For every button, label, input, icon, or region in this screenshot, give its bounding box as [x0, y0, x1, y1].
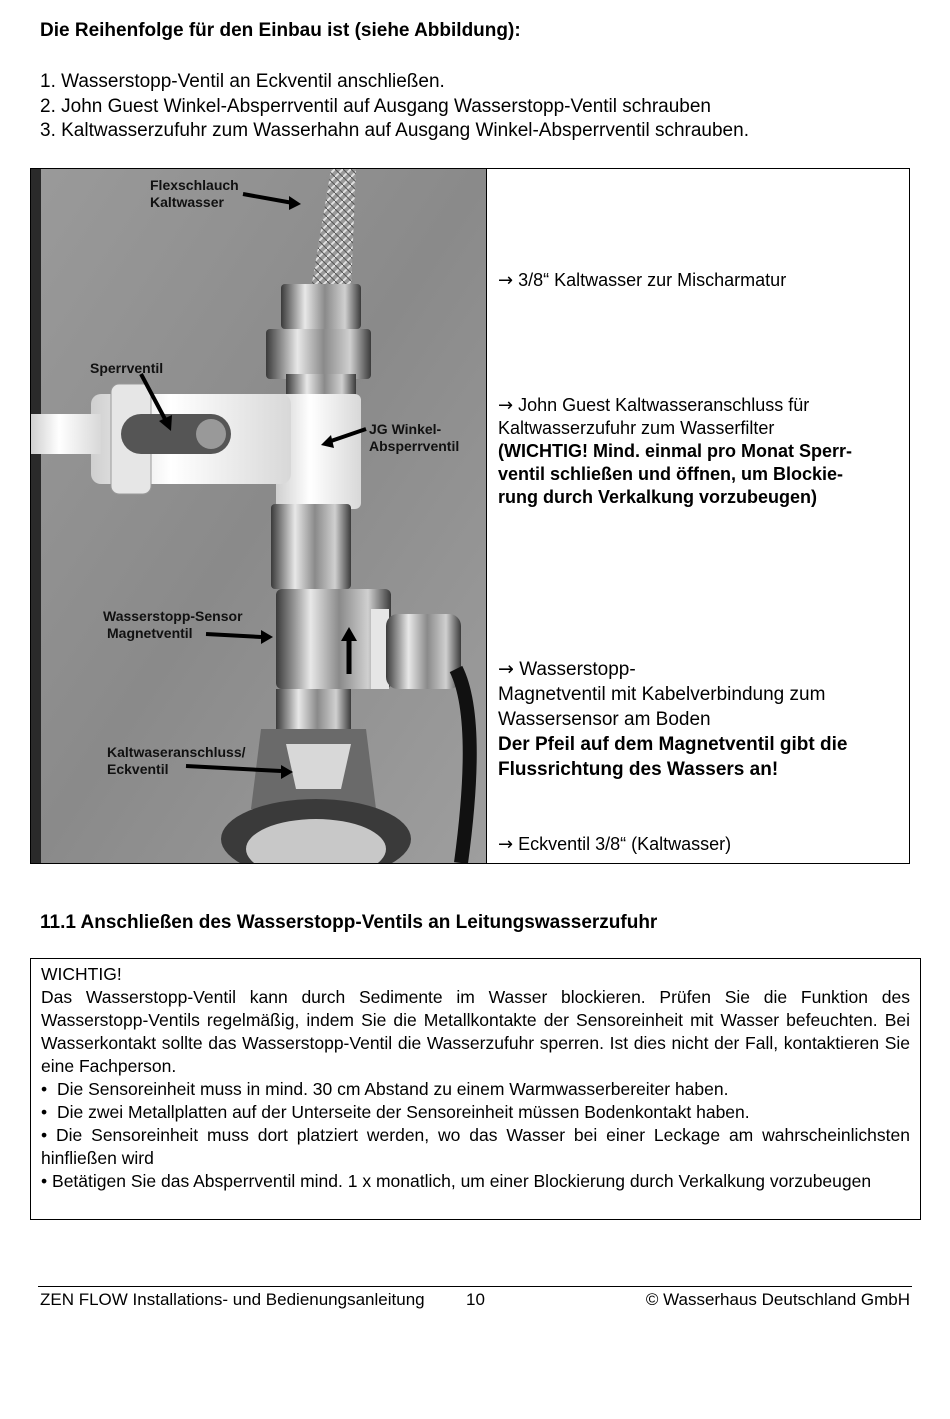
desc-mv-line3: Wassersensor am Boden [498, 709, 711, 730]
label-flexschlauch-line1: Flexschlauch [150, 177, 239, 193]
step-3: 3. Kaltwasserzufuhr zum Wasserhahn auf Ausgang Winkel-Absperrventil schrauben. [40, 120, 749, 141]
label-sperrventil: Sperrventil [90, 360, 164, 376]
arrow-right-icon: → [498, 834, 514, 855]
bullet-icon: • [41, 1079, 48, 1099]
label-eck-line2: Eckventil [107, 761, 169, 777]
bullet-icon: • [41, 1125, 48, 1145]
step-2: 2. John Guest Winkel-Absperrventil auf Ausgang Wasserstopp-Ventil schrauben [40, 96, 711, 117]
desc-mischarmatur-text: 3/8“ Kaltwasser zur Mischarmatur [518, 270, 787, 290]
footer-page-number: 10 [466, 1290, 485, 1309]
label-sensor-line2: Magnetventil [107, 625, 193, 641]
label-sensor-line1: Wasserstopp-Sensor [103, 608, 243, 624]
label-flexschlauch-line2: Kaltwasser [150, 194, 224, 210]
bullet-text: Die Sensoreinheit muss dort platziert werden, wo das Wasser bei einer Leckage am wahrscheinlichsten hinfließen wird [41, 1125, 910, 1168]
label-sensor [103, 608, 243, 642]
list-item [41, 1078, 910, 1101]
desc-mv-bold2: Flussrichtung des Wassers an! [498, 759, 779, 780]
footer-divider [38, 1286, 912, 1287]
page-heading: Die Reihenfolge für den Einbau ist (siehe Abbildung): [40, 20, 521, 41]
arrow-right-icon: → [498, 658, 514, 680]
desc-mv-line2: Magnetventil mit Kabelverbindung zum [498, 684, 826, 705]
desc-mv-line1: Wasserstopp- [519, 659, 636, 680]
list-item [41, 1170, 910, 1193]
important-box [30, 958, 921, 1220]
bullet-icon: • [41, 1171, 48, 1191]
list-item [41, 1124, 910, 1170]
section-title: 11.1 Anschließen des Wasserstopp-Ventils an Leitungswasserzufuhr [40, 912, 658, 933]
step-1: 1. Wasserstopp-Ventil an Eckventil anschließen. [40, 71, 445, 92]
desc-eckventil [498, 833, 903, 856]
list-item [41, 1101, 910, 1124]
desc-magnetventil [498, 657, 903, 782]
desc-jg-line2: Kaltwasserzufuhr zum Wasserfilter [498, 418, 775, 438]
label-jg-line1: JG Winkel- [369, 421, 442, 437]
label-jg-winkel [369, 421, 459, 455]
installation-photo [31, 169, 486, 863]
bullet-text: Die Sensoreinheit muss in mind. 30 cm Abstand zu einem Warmwasserbereiter haben. [57, 1079, 729, 1099]
desc-jg-bold2: ventil schließen und öffnen, um Blockie- [498, 464, 844, 484]
footer-title: ZEN FLOW Installations- und Bedienungsanleitung [40, 1290, 425, 1309]
desc-mischarmatur [498, 269, 903, 292]
bullet-text: Betätigen Sie das Absperrventil mind. 1 x monatlich, um einer Blockierung durch Verkalkung vorzubeugen [52, 1171, 872, 1191]
bullet-icon: • [41, 1102, 48, 1122]
label-eckventil [107, 744, 246, 778]
desc-jg-bold1: (WICHTIG! Mind. einmal pro Monat Sperr- [498, 441, 852, 461]
label-eck-line1: Kaltwaseranschluss/ [107, 744, 246, 760]
desc-mv-bold1: Der Pfeil auf dem Magnetventil gibt die [498, 734, 848, 755]
important-paragraph: Das Wasserstopp-Ventil kann durch Sedimente im Wasser blockieren. Prüfen Sie die Funktion des Wasserstopp-Ventils regelmäßig, indem Sie die Metallkontakte der Sensoreinheit mit Wasser befeuchten. Bei Wasserkontakt sollte das Wasserstopp-Ventil die Wasserzufuhr sperren. Ist dies nicht der Fall, kontaktieren Sie eine Fachperson. [41, 987, 910, 1076]
footer-copyright: © Wasserhaus Deutschland GmbH [645, 1290, 910, 1309]
bullet-text: Die zwei Metallplatten auf der Unterseite der Sensoreinheit müssen Bodenkontakt haben. [57, 1102, 750, 1122]
desc-john-guest [498, 394, 903, 509]
label-flexschlauch [150, 177, 239, 211]
label-jg-line2: Absperrventil [369, 438, 460, 454]
arrow-right-icon: → [498, 270, 514, 291]
figure-divider [486, 169, 487, 863]
desc-eckventil-text: Eckventil 3/8“ (Kaltwasser) [518, 834, 732, 854]
important-title: WICHTIG! [41, 964, 122, 984]
desc-jg-line1: John Guest Kaltwasseranschluss für [518, 395, 810, 415]
desc-jg-bold3: rung durch Verkalkung vorzubeugen) [498, 487, 818, 507]
arrow-right-icon: → [498, 395, 514, 416]
